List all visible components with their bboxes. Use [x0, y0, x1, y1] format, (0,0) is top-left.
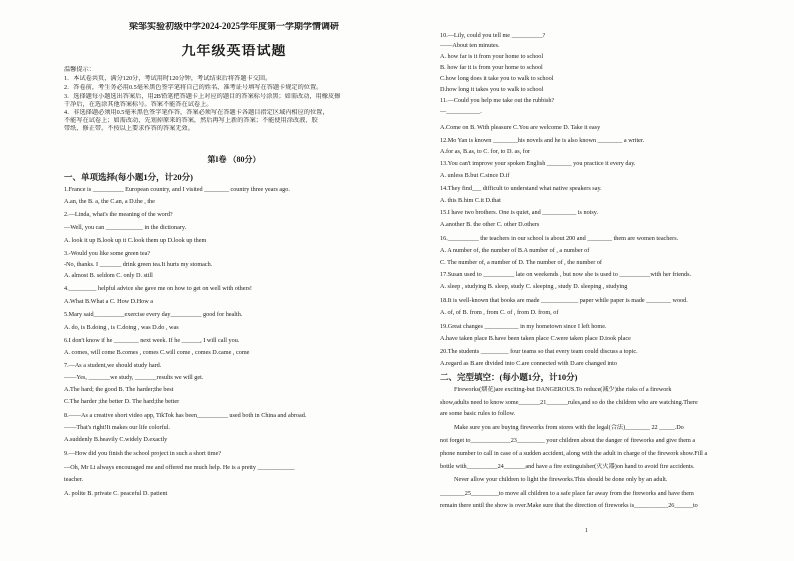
notice-heading: 温馨提示：: [64, 66, 95, 73]
question-line: 17.Susan used to __________ late on weekends , but now she is used to __________with her friends.: [440, 271, 692, 278]
section-heading: 二、完型填空：(每小题1分，计10分): [440, 372, 578, 382]
option-line: A. polite B. private C. peaceful D. patient: [64, 490, 168, 497]
option-line: A.Come on B. With pleasure C.You are welcome D. Take it easy: [440, 124, 601, 131]
option-line: A.regard as B.are divided into C.are connected with D.are changed into: [440, 360, 617, 367]
question-line: 10.—Lily, could you tell me __________?: [440, 32, 546, 39]
question-line: 6.I don't know if he ________ next week. If he ______, I will call you.: [64, 337, 240, 344]
question-line: teacher.: [64, 476, 84, 483]
passage-line: remain there until the show is over.Make sure that the direction of fireworks is___________26______to: [440, 502, 698, 509]
option-line: A. A number of, the number of B.A number of , a number of: [440, 247, 590, 254]
question-line: 14.They find___ difficult to understand what native speakers say.: [440, 185, 602, 192]
question-line: 7.—As a student,we should study hard.: [64, 362, 162, 369]
option-line: B. how far it is from your home to school: [440, 64, 543, 71]
exam-title: 九年级英语试题: [181, 44, 287, 59]
option-line: C. The number of, a number of D. The number of , the number of: [440, 259, 602, 266]
question-line: —Oh, Mr Li always encouraged me and offered me much help. He is a pretty ____________: [64, 464, 295, 471]
question-line: 15.I have two brothers. One is quiet, and ___________ is noisy.: [440, 209, 599, 216]
question-line: 9.—How did you finish the school project in such a short time?: [64, 450, 222, 457]
question-line: 2.—Linda, what's the meaning of the word?: [64, 211, 173, 218]
question-line: ——Yes, _______we study, _______results we will get.: [64, 374, 204, 381]
option-line: A.an, the B. a, the C.an, a D.the , the: [64, 198, 155, 205]
section-heading: 一、单项选择(每小题1分，计20分): [64, 172, 193, 182]
option-line: A.have taken place B.have been taken place C.were taken place D.took place: [440, 335, 631, 342]
option-line: A.suddenly B.heavily C.widely D.exactly: [64, 436, 168, 443]
left-column: [64, 0, 404, 561]
school-title: 梁邹实验初级中学2024-2025学年度第一学期学情调研: [129, 22, 339, 30]
option-line: A. of, of B. from , from C. of , from D. from, of: [440, 309, 559, 316]
notice-line: 带纸、修正带。不按以上要求作答的答案无效。: [64, 125, 194, 132]
question-line: 12.Mo Yan is known ________his novels and he is also known ________ a writer.: [440, 137, 645, 144]
option-line: A. comes, will come B.comes , comes C.will come , comes D.came , come: [64, 349, 250, 356]
question-line: -No, thanks. I _______ drink green tea.It hurts my stomach.: [64, 261, 213, 268]
question-line: —Well, you can ____________ in the dictionary.: [64, 224, 187, 231]
option-line: A. look it up B.look up it C.look them up D.look up them: [64, 237, 207, 244]
question-line: —___________.: [440, 108, 482, 115]
notice-line: 4．非选择题必须用0.5毫米黑色签字笔作答，答案必须写在答题卡各题目指定区域内相应的位置，: [64, 109, 329, 116]
right-column: [440, 0, 780, 561]
option-line: D.how long it takes you to walk to school: [440, 86, 544, 93]
option-line: A. sleep , studying B. sleep, study C. sleeping , study D. sleeping , studying: [440, 283, 628, 290]
question-line: 8.——As a creative short video app, TikTok has been__________ used both in China and abroad.: [64, 412, 307, 419]
part-heading: 第I卷 （80分）: [207, 155, 261, 164]
question-line: 13.You can't improve your spoken English ________ you practice it every day.: [440, 160, 636, 167]
question-line: 16.__________ the teachers in our school is about 200 and ________ them are women teachers.: [440, 235, 679, 242]
option-line: A.What B.What a C. How D.How a: [64, 298, 154, 305]
option-line: A. how far is it from your home to school: [440, 53, 544, 60]
option-line: A.for as, B.as, to C. for, to D. as, for: [440, 148, 530, 155]
question-line: 4._________ helpful advice she gave me on how to get on well with others!: [64, 285, 252, 292]
question-line: 5.Mary said__________exercise every day__________ good for health.: [64, 311, 243, 318]
question-line: 1.France is __________ European country, and I visited ________ country three years ago.: [64, 186, 290, 193]
option-line: C.The harder ;the better D. The hard;the better: [64, 398, 180, 405]
passage-line: are some basic rules to follow.: [440, 410, 516, 417]
passage-line: not forget to_____________23_________ your children about the danger of fireworks and give them a: [440, 437, 696, 444]
passage-line: Never allow your children to light the fireworks.This should be done only by an adult.: [454, 476, 668, 483]
option-line: A. almost B. seldom C. only D. still: [64, 272, 153, 279]
question-line: ——About ten minutes.: [440, 42, 500, 49]
question-line: 19.Great changes ___________ in my hometown since I left home.: [440, 323, 607, 330]
notice-line: 不能写在试卷上；如需改动，先划掉原来的答案，然后再写上新的答案；不能使用涂改液、胶: [64, 117, 318, 124]
passage-line: ________25_________to move all children to a safe place far away from the fireworks and have them: [440, 490, 694, 497]
notice-line: 2．答卷前，考生务必用0.5毫米黑色签字笔将自己的姓名、准考证号填写在答题卡规定的位置。: [64, 84, 323, 91]
option-line: A. do, is B.doing , is C.doing , was D.do , was: [64, 324, 179, 331]
question-line: 18.It is well-known that books are made ____________ paper while paper is made ________ wood.: [440, 297, 688, 304]
question-line: 3.-Would you like some green tea?: [64, 250, 151, 257]
passage-line: show,adults need to know some_______21_______rules,and so do the children who are watching.There: [440, 399, 698, 406]
option-line: A. unless B.but C.since D.if: [440, 172, 510, 179]
option-line: A. this B.him C.it D.that: [440, 197, 501, 204]
question-line: ——That's right!It makes our life colorful.: [64, 424, 170, 431]
question-line: 20.The students _________ four teams so that every team could discuss a topic.: [440, 348, 638, 355]
passage-line: bottle with__________24_______and have a fire extinguisher(灭火器)on hand to avoid fire accidents.: [440, 463, 695, 470]
notice-line: 1．本试卷共页，满分120分，考试用时120分钟，考试结束后将答题卡交回。: [64, 75, 272, 82]
passage-line: phone number to call in case of a sudden accident, along with the adult in charge of the firework show.Fill a: [440, 450, 708, 457]
option-line: A.another B. the other C. other D.others: [440, 221, 540, 228]
notice-line: 3．选择题每小题选出答案后，用2B铅笔把答题卡上对应的题目的答案标号涂黑；如需改动，用橡皮擦: [64, 93, 341, 100]
notice-line: 干净后，在选涂其他答案标号。答案不能答在试卷上。: [64, 101, 213, 108]
option-line: C.how long does it take you to walk to school: [440, 75, 554, 82]
page-number: 1: [585, 528, 588, 534]
question-line: 11.—Could you help me take out the rubbish?: [440, 97, 555, 104]
passage-line: Fireworks(烟花)are exciting-but DANGEROUS.To reduce(减少)the risks of a firework: [454, 386, 672, 393]
option-line: A.The hard; the good B. The harder;the best: [64, 386, 174, 393]
passage-line: Make sure you are buying fireworks from stores with the legal(合法)________ 22 _____.Do: [454, 424, 684, 431]
